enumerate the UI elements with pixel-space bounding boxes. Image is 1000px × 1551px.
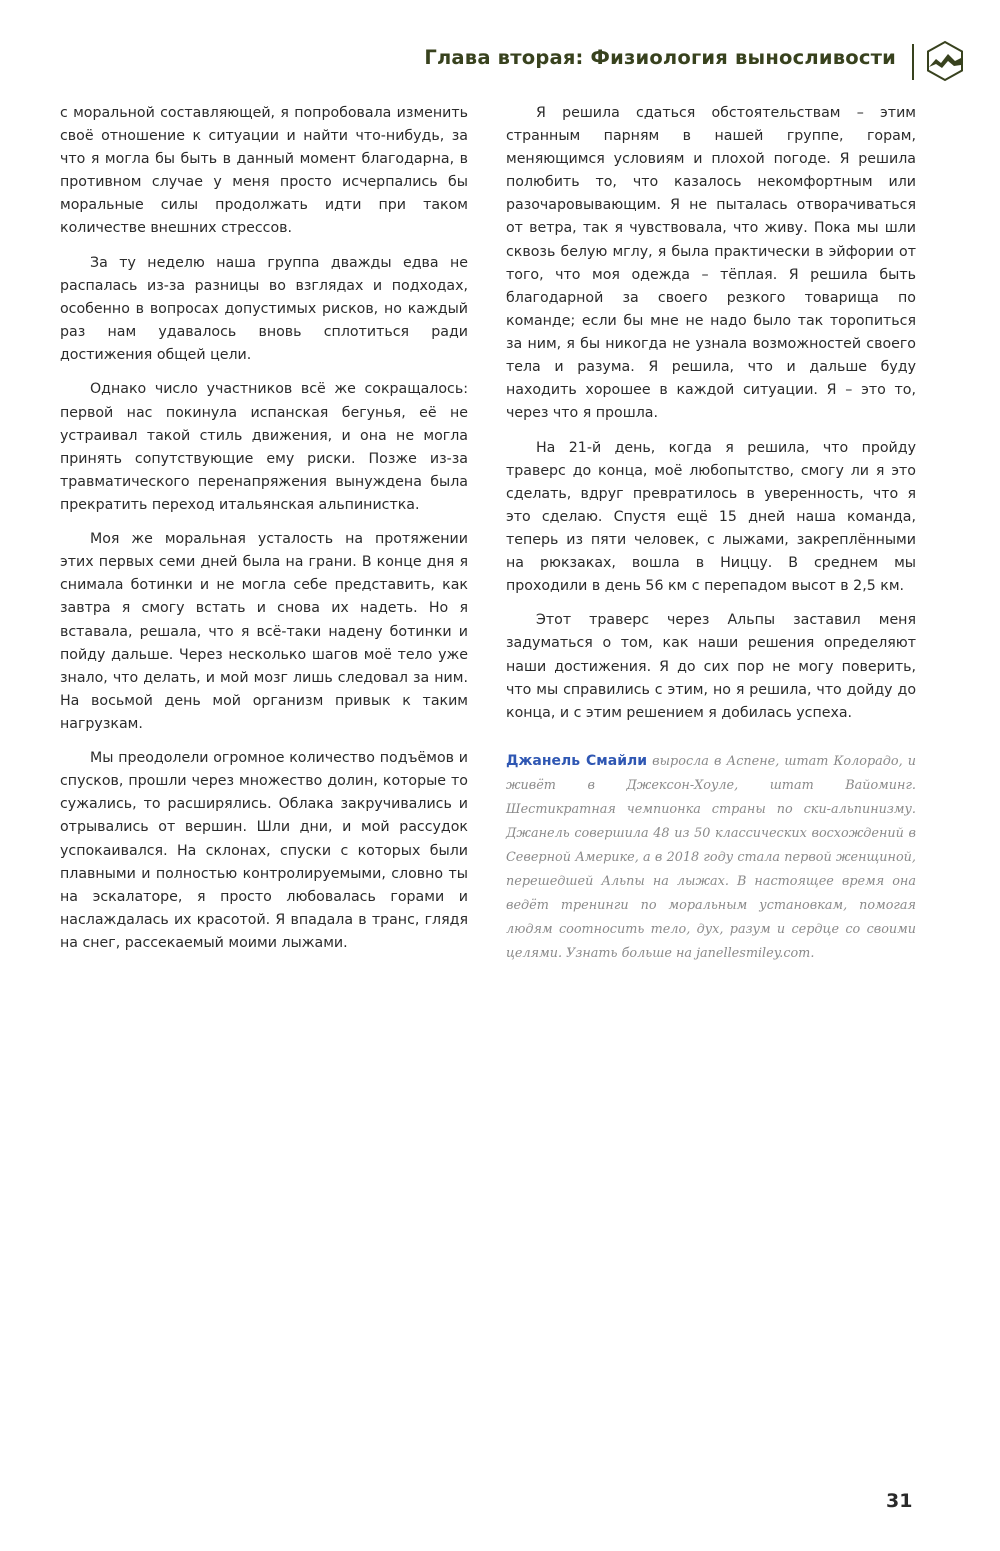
author-bio [506,749,916,966]
paragraph: Моя же моральная усталость на протяжении этих первых семи дней была на грани. В конце дня я снимала ботинки и не могла себе представить, как завтра я смогу встать и снова их надеть. Но я вставала, решала, что я всё-таки надену ботинки и пойду дальше. Через несколько шагов моё тело уже знало, что делать, и мой мозг лишь следовал за ним. На восьмой день мой организм привык к таким нагрузкам. [60,531,468,732]
paragraph: Этот траверс через Альпы заставил меня задуматься о том, как наши решения определяют наши достижения. Я до сих пор не могу поверить, что мы справились с этим, но я решила, что дойду до конца, и с этим решением я добилась успеха. [506,612,916,721]
page-number: 31 [886,1490,913,1512]
author-name: Джанель Смайли [506,752,648,769]
paragraph: За ту неделю наша группа дважды едва не распалась из-за разницы во взглядах и подходах, особенно в вопросах допустимых рисков, но каждый раз нам удавалось вновь сплотиться ради достижения общей цели. [60,254,468,364]
chapter-title: Глава вторая: Физиология выносливости [424,46,896,69]
paragraph: с моральной составляющей, я попробовала изменить своё отношение к ситуации и найти что-нибудь, за что я могла бы быть в данный момент благодарна, в противном случае у меня просто исчерпались бы моральные силы продолжать идти при таком количестве внешних стрессов. [60,105,468,237]
paragraph: На 21-й день, когда я решила, что пройду траверс до конца, моё любопытство, смогу ли я это сделать, вдруг превратилось в уверенность, что я это сделаю. Спустя ещё 15 дней наша команда, теперь из пяти человек, с лыжами, закреплёнными на рюкзаках, вошла в Ниццу. В среднем мы проходили в день 56 км с перепадом высот в 2,5 км. [506,439,916,595]
header-divider [912,44,914,80]
left-column [60,102,468,966]
paragraph: Мы преодолели огромное количество подъёмов и спусков, прошли через множество долин, которые то сужались, то расширялись. Облака закручивались и отрывались от вершин. Шли дни, и мой рассудок успокаивался. На склонах, спуски с которых были плавными и полностью контролируемыми, словно ты на эскалаторе, я просто любовалась горами и наслаждалась их красотой. Я впадала в транс, глядя на снег, рассекаемый моими лыжами. [60,750,468,951]
mountain-hexagon-icon [924,40,966,82]
running-header [0,38,1000,86]
paragraph: Однако число участников всё же сокращалось: первой нас покинула испанская бегунья, её не устраивал такой стиль движения, и она не могла принять сопутствующие ему риски. Позже из-за травматического перенапряжения вынуждена была прекратить переход итальянская альпинистка. [60,381,468,513]
right-column [506,102,916,966]
paragraph: Я решила сдаться обстоятельствам – этим странным парням в нашей группе, горам, меняющимся условиям и плохой погоде. Я решила полюбить то, что казалось некомфортным или разочаровывающим. Я не пыталась отворачиваться от ветра, так я чувствовала, что живу. Пока мы шли сквозь белую мглу, я была практически в эйфории от того, что моя одежда – тёплая. Я решила быть благодарной за своего резкого товарища по команде; если бы мне не надо было так торопиться за ним, я бы никогда не узнала возможностей своего тела и разума. Я решила, что и дальше буду находить хорошее в каждой ситуации. Я – это то, через что я прошла. [506,105,916,422]
author-bio-text: выросла в Аспене, штат Колорадо, и живёт в Джексон-Хоуле, штат Вайоминг. Шестикратная чемпионка страны по ски-альпинизму. Джанель совершила 48 из 50 классических восхождений в Северной Америке, а в 2018 году стала первой женщиной, перешедшей Альпы на лыжах. В настоящее время она ведёт тренинги по моральным установкам, помогая людям соотносить тело, дух, разум и сердце со своими целями. Узнать больше на janellesmiley.com. [506,753,916,961]
